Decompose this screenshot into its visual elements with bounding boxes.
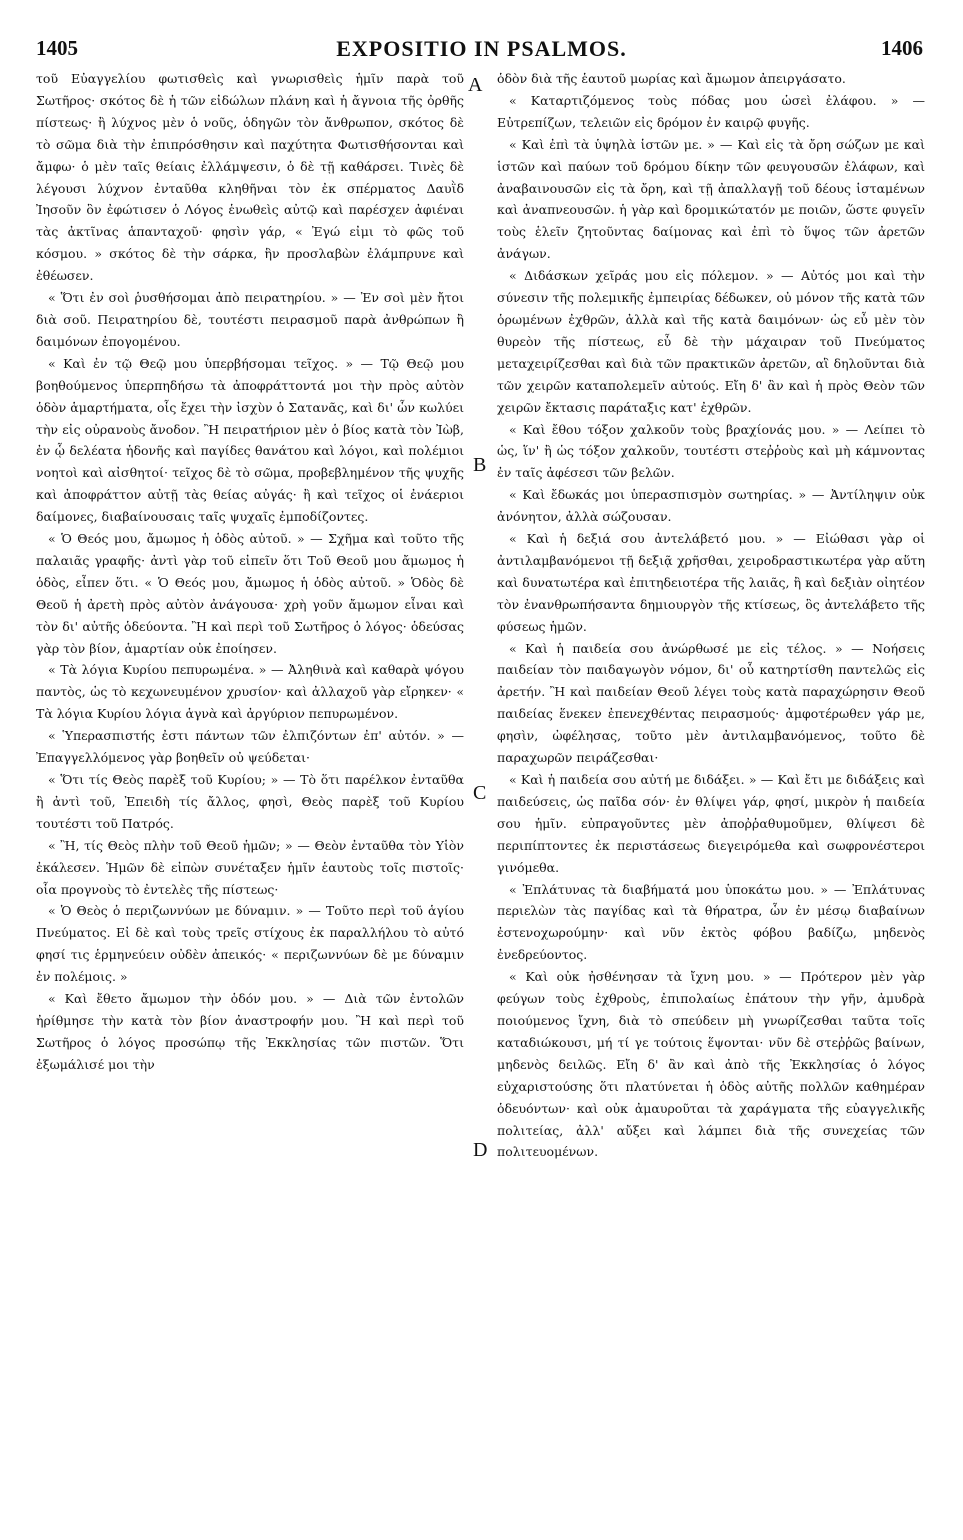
paragraph: « Καὶ ἡ παιδεία σου ἀνώρθωσέ με εἰς τέλος. » — Νοήσεις παιδείαν τὸν παιδαγωγὸν νόμον, δι' οὗ κατηρτίσθη παντελῶς εἰς ἀρετήν. Ἢ καὶ παιδείαν Θεοῦ λέγει τοὺς κατὰ παραχώρησιν Θεοῦ παιδείας ἕνεκεν ἐπενεχθέντας πειρασμούς· ἀμφοτέρωθεν γάρ με, φησὶν, ὠφέλησας, τοῦτο μὲν ἀντιλαμβανόμενος, τοῦτο δὲ παραχωρῶν πειράζεσθαι·: [497, 640, 925, 766]
paragraph: « Καὶ ἡ δεξιά σου ἀντελάβετό μου. » — Εἰώθασι γὰρ οἱ ἀντιλαμβανόμενοι τῇ δεξιᾷ χρῆσθαι, χειροδραστικωτέρα γὰρ αὕτη καὶ δυνατωτέρα καὶ ἐπιτηδειοτέρα τῆς λαιᾶς, ἢ καὶ δεξιὰν οἰητέον τὸν ἐνανθρωπήσαντα δημιουργὸν τῆς κτίσεως, ὃς ἀντελάβετο τῆς φύσεως ἡμῶν.: [497, 531, 925, 634]
paragraph: « Τὰ λόγια Κυρίου πεπυρωμένα. » — Ἀληθινὰ καὶ καθαρὰ ψόγου παντὸς, ὡς τὸ κεχωνευμένον χρυσίον· καὶ ἀλλαχοῦ γὰρ εἴρηκεν· « Τὰ λόγια Κυρίου λόγια ἁγνὰ καὶ ἀργύριον πεπυρωμένον.: [36, 662, 464, 722]
running-header: [0, 36, 963, 66]
paragraph: ὁδὸν διὰ τῆς ἑαυτοῦ μωρίας καὶ ἄμωμον ἀπειργάσατο.: [497, 71, 846, 86]
paragraph: « Ἢ, τίς Θεὸς πλὴν τοῦ Θεοῦ ἡμῶν; » — Θεὸν ἐνταῦθα τὸν Υἱὸν ἐκάλεσεν. Ἡμῶν δὲ εἰπὼν συνέταξεν ἡμῖν ἑαυτοὺς τοῖς πιστοῖς· οἷα προγνοὺς τὸ ἐντελὲς τῆς πίστεως·: [36, 837, 464, 897]
section-marker-a: A: [468, 74, 483, 96]
paragraph: « Καταρτιζόμενος τοὺς πόδας μου ὡσεὶ ἐλάφου. » — Εὐτρεπίζων, τελειῶν εἰς δρόμον ἐν καιρῷ φυγῆς.: [497, 92, 925, 130]
right-column: [497, 68, 925, 1163]
section-marker-d: D: [473, 1139, 488, 1161]
paragraph: « Καὶ ἔδωκάς μοι ὑπερασπισμὸν σωτηρίας. » — Ἀντίληψιν οὐκ ἀνόνητον, ἀλλὰ σώζουσαν.: [497, 487, 925, 525]
paragraph: « Καὶ ἡ παιδεία σου αὐτή με διδάξει. » — Καὶ ἔτι με διδάξεις καὶ παιδεύσεις, ὡς παῖδα σόν· ἐν θλίψει γάρ, φησί, μικρὸν ἡ παιδεία σου ἡμῖν. εὐπραγοῦντες μὲν ἀποῤῥαθυμοῦμεν, θλίψεσι δὲ περιπίπτοντες ἐκ περιστάσεως διεγειρόμεθα καὶ σωφρονέστεροι γινόμεθα.: [497, 772, 925, 875]
right-page-number: 1406: [881, 36, 923, 60]
paragraph: « Ἐπλάτυνας τὰ διαβήματά μου ὑποκάτω μου. » — Ἐπλάτυνας περιελὼν τὰς παγίδας καὶ τὰ θήρατρα, ὧν ἐν μέσῳ διαβαίνων ἐστενοχωρούμην· καὶ νῦν ἐκτὸς φόβου βαδίζω, μηδενὸς ἐνεδρεύοντος.: [497, 881, 925, 963]
paragraph: « Ὁ Θεὸς ὁ περιζωννύων με δύναμιν. » — Τοῦτο περὶ τοῦ ἁγίου Πνεύματος. Εἰ δὲ καὶ τοὺς τρεῖς στίχους ἐκ παραλλήλου τὸ αὐτό φησί τις ἑρμηνεύειν οὐδὲν ἀπεικός· « περιζωννύων δὲ με δύναμιν ἐν πολέμοις. »: [36, 903, 464, 985]
section-marker-c: C: [473, 782, 487, 804]
left-page-number: 1405: [36, 36, 78, 60]
paragraph: « Ὁ Θεός μου, ἄμωμος ἡ ὁδὸς αὐτοῦ. » — Σχῆμα καὶ τοῦτο τῆς παλαιᾶς γραφῆς· ἀντὶ γὰρ τοῦ εἰπεῖν ὅτι Τοῦ Θεοῦ μου ἄμωμος ἡ ὁδὸς, εἶπεν ὅτι. « Ὁ Θεός μου, ἄμωμος ἡ ὁδὸς αὐτοῦ. » Ὁδὸς δὲ Θεοῦ ἡ ἀρετὴ πρὸς αὐτὸν ἀνάγουσα· χρὴ γοῦν ἄμωμον εἶναι καὶ τὸν δι' αὐτῆς ὁδεύοντα. Ἢ καὶ περὶ τοῦ Σωτῆρος ὁ λόγος· ὁδεύσας γὰρ τὸν βίον, ἁμαρτίαν οὐκ ἐποίησεν.: [36, 531, 464, 656]
paragraph: « Καὶ ἐπὶ τὰ ὑψηλὰ ἱστῶν με. » — Καὶ εἰς τὰ ὄρη σώζων με καὶ ἱστῶν καὶ παύων τοῦ δρόμου δίκην τῶν φευγουσῶν ἐλάφων, καὶ ἀναβαινουσῶν εἰς τὰ ὄρη, καὶ τῇ ἀπαλλαγῇ τοῦ δέους ἱσταμένων καὶ ἀναπνεουσῶν. ἡ γὰρ καὶ δρομικώτατόν με ποιῶν, ὥστε φυγεῖν τοὺς ἑλεῖν ζητοῦντας δαίμονας καὶ ἐπὶ τὸ ὕψος τῶν ἀρετῶν ἀνάγων.: [497, 136, 925, 262]
left-column: [36, 68, 464, 1076]
paragraph: « Διδάσκων χεῖράς μου εἰς πόλεμον. » — Αὐτός μοι καὶ τὴν σύνεσιν τῆς πολεμικῆς ἐμπειρίας δέδωκεν, οὐ μόνον τῆς κατὰ τῶν ὁρωμένων ἐχθρῶν, ἀλλὰ καὶ τῆς κατὰ δαιμόνων· ὡς εὖ μὲν τὸν θυρεὸν τῆς πίστεως, εὖ δὲ τὴν μάχαιραν τοῦ Πνεύματος μεταχειρίζεσθαι καὶ διὰ τῶν πρακτικῶν ἀρετῶν, αἳ δηλοῦνται διὰ τῶν χειρῶν καταπολεμεῖν αὐτούς. Εἴη δ' ἂν καὶ ἡ πρὸς Θεὸν τῶν χειρῶν ἔκτασις παράταξις κατ' ἐχθρῶν.: [497, 268, 925, 415]
section-marker-b: B: [473, 454, 487, 476]
paragraph: « Καὶ ἔθου τόξον χαλκοῦν τοὺς βραχίονάς μου. » — Λείπει τὸ ὡς, ἵν' ἢ ὡς τόξον χαλκοῦν, τουτέστι στεῤῥοὺς καὶ μὴ κάμνοντας ἐν ταῖς ἀφέσεσι τῶν βελῶν.: [497, 421, 925, 481]
paragraph: « Καὶ οὐκ ἠσθένησαν τὰ ἴχνη μου. » — Πρότερον μὲν γὰρ φεύγων τοὺς ἐχθροὺς, ἐπιπολαίως ἐπάτουν τὴν γῆν, ἀμυδρὰ ποιούμενος ἴχνη, διὰ τὸ σπεύδειν μὴ γνωρίζεσθαι ταῦτα τοῖς καταδιώκουσι, μή τί γε τούτοις ἕψονται· νῦν δὲ στεῤῥῶς βαίνων, μηδενὸς δειλῶς. Εἴη δ' ἂν καὶ ἀπὸ τῆς Ἐκκλησίας ὁ λόγος εὐχαριστούσης ὅτι πλατύνεται ἡ ὁδὸς αὐτῆς πολλῶν καθημέραν ὁδευόντων· καὶ οὐκ ἀμαυροῦται τὰ χαράγματα τῆς εὐαγγελικῆς πολιτείας, ἀλλ' αὔξει καὶ λάμπει διὰ τῆς συνεχείας τῶν πολιτευομένων.: [497, 969, 925, 1160]
paragraph: « Καὶ ἐν τῷ Θεῷ μου ὑπερβήσομαι τεῖχος. » — Τῷ Θεῷ μου βοηθούμενος ὑπερπηδήσω τὰ ἀποφράττοντά μοι τὴν πρὸς αὐτὸν ὁδὸν ἁμαρτήματα, οἷς ἔχει τὴν ἰσχὺν ὁ Σατανᾶς, καὶ δι' ὧν κωλύει τὴν εἰς οὐρανοὺς ἄνοδον. Ἢ πειρατήριον μὲν ὁ βίος κατὰ τὸν Ἰὼβ, ἐν ᾧ δελέατα ἡδονῆς καὶ παγίδες θανάτου καὶ λόγοι, καὶ πολέμιοι νοητοὶ καὶ αἰσθητοί· τεῖχος δὲ τὸ σῶμα, προβεβλημένον τῆς ψυχῆς καὶ ἀποφράττον αὐτῇ τὰς θείας αὐγάς· ἢ καὶ τεῖχος οἱ ἐνάεριοι δαίμονες, διαβαίνουσαις ταῖς ψυχαῖς ἐμποδίζοντες.: [36, 355, 464, 525]
running-title: EXPOSITIO IN PSALMOS.: [336, 36, 627, 61]
paragraph: « Ὅτι τίς Θεὸς παρὲξ τοῦ Κυρίου; » — Τὸ ὅτι παρέλκον ἐνταῦθα ἢ ἀντὶ τοῦ, Ἐπειδὴ τίς ἄλλος, φησὶ, Θεὸς παρὲξ τοῦ Κυρίου τουτέστι τοῦ Πατρός.: [36, 772, 464, 831]
paragraph: « Καὶ ἔθετο ἄμωμον τὴν ὁδόν μου. » — Διὰ τῶν ἐντολῶν ἠρίθμησε τὴν κατὰ τὸν βίον ἀναστροφήν μου. Ἢ καὶ περὶ τοῦ Σωτῆρος ὁ λόγος προσώπῳ τῆς Ἐκκλησίας τῶν πιστῶν. Ὅτι ἐξωμάλισέ μοι τὴν: [36, 991, 464, 1072]
paragraph: « Ὑπερασπιστής ἐστι πάντων τῶν ἐλπιζόντων ἐπ' αὐτόν. » — Ἐπαγγελλόμενος γὰρ βοηθεῖν οὐ ψεύδεται·: [36, 728, 464, 766]
paragraph: τοῦ Εὐαγγελίου φωτισθεὶς καὶ γνωρισθεὶς ἡμῖν παρὰ τοῦ Σωτῆρος· σκότος δὲ ἡ τῶν εἰδώλων πλάνη καὶ ἡ ἄγνοια τῆς ὀρθῆς πίστεως· ἢ λύχνος μὲν ὁ νοῦς, ὁδηγῶν τὸν ἄνθρωπον, σκότος δὲ τὸ σῶμα διὰ τὴν ἐπιπρόσθησιν καὶ παχύτητα Φωτισθήσονται καὶ ἄμφω· ὁ μὲν ταῖς θείαις ἐλλάμψεσιν, ὁ δὲ τῇ καθάρσει. Τινὲς δὲ λέγουσι λύχνον ἐνταῦθα κληθῆναι τὸν ἐκ σπέρματος Δαυῒδ Ἰησοῦν ὃν ἐφώτισεν ὁ Λόγος ἑνωθεὶς αὐτῷ καὶ παρέσχεν ἀφιέναι τὰς ἀκτῖνας ἁπανταχοῦ· φησὶν γάρ, « Ἐγώ εἰμι τὸ φῶς τοῦ κόσμου. » σκότος δὲ τὴν σάρκα, ἣν προσλαβὼν ἐλάμπρυνε καὶ ἐθέωσεν.: [36, 71, 464, 284]
paragraph: « Ὅτι ἐν σοὶ ῥυσθήσομαι ἀπὸ πειρατηρίου. » — Ἐν σοὶ μὲν ἤτοι διὰ σοῦ. Πειρατηρίου δὲ, τουτέστι πειρασμοῦ παρὰ ἀνθρώπων ἢ δαιμόνων ἐπογομένου.: [36, 290, 464, 349]
